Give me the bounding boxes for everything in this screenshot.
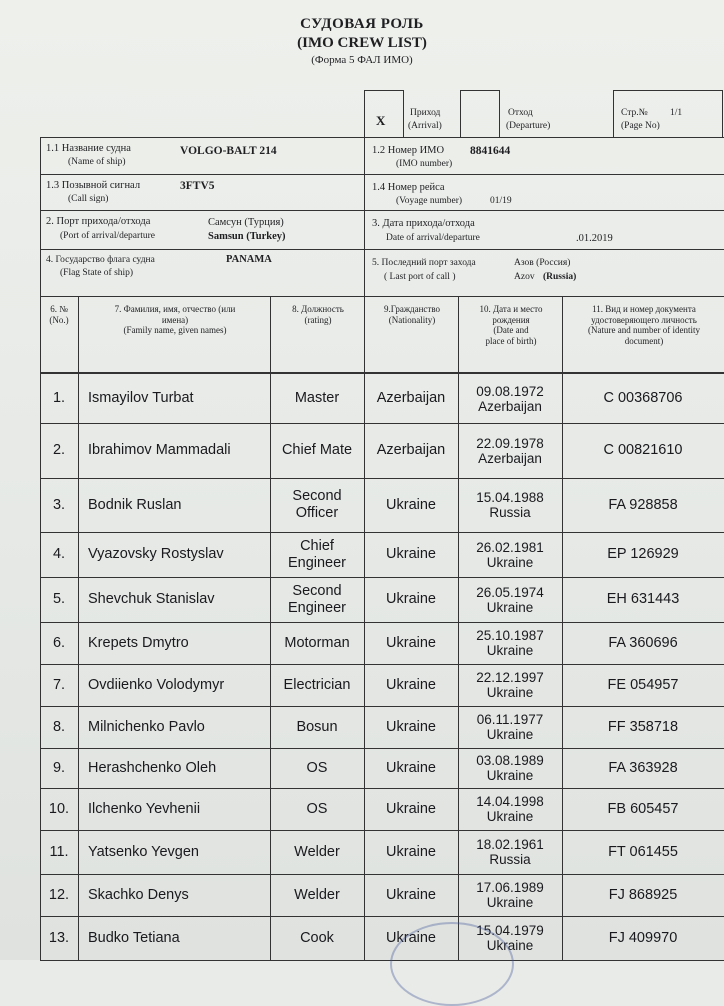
crew-name: Yatsenko Yevgen: [88, 843, 199, 860]
crew-rating: [272, 664, 362, 706]
crew-document: FA 360696: [608, 634, 678, 651]
crew-birth-date: 14.04.1998: [476, 794, 544, 809]
col-name-header-en: (Family name, given names): [123, 325, 227, 335]
col-document-header-en2: document): [624, 335, 664, 346]
date-label-en: Date of arrival/departure: [386, 233, 480, 243]
departure-label-en: (Departure): [506, 121, 551, 131]
date-label-ru: 3. Дата прихода/отхода: [372, 218, 475, 229]
arrival-checkbox: [364, 90, 404, 138]
crew-birth: [460, 664, 560, 706]
column-divider: [562, 296, 563, 960]
crew-nationality: Ukraine: [386, 718, 436, 735]
crew-number: 9.: [52, 759, 66, 776]
crew-rating: [272, 622, 362, 664]
crew-number: 4.: [52, 546, 66, 562]
port-value-ru: Самсун (Турция): [208, 217, 284, 228]
crew-rating-line: Welder: [294, 886, 340, 903]
voyage-label-ru: 1.4 Номер рейса: [372, 182, 445, 193]
crew-birth: [460, 532, 560, 577]
crew-nationality: Azerbaijan: [376, 442, 446, 458]
column-divider: [364, 296, 365, 960]
crew-number: 6.: [52, 634, 66, 651]
crew-birth-date: 25.10.1987: [476, 628, 544, 643]
crew-birth-place: Azerbaijan: [478, 450, 542, 466]
crew-birth-date: 03.08.1989: [476, 753, 544, 768]
ship-stamp: [390, 922, 514, 1006]
col-document-header-en: (Nature and number of identity: [588, 325, 700, 335]
form-reference: (Форма 5 ФАЛ ИМО): [311, 54, 413, 66]
crew-rating-line: Chief Mate: [281, 442, 353, 458]
crew-document: FA 928858: [608, 496, 678, 513]
last-port-value-ru: Азов (Россия): [514, 258, 571, 268]
crew-rating-line: Bosun: [296, 718, 338, 735]
crew-birth-date: 09.08.1972: [476, 383, 544, 399]
crew-name: Ovdiienko Volodymyr: [88, 676, 225, 693]
ship-name-label-ru: 1.1 Название судна: [46, 143, 131, 154]
crew-document: FJ 409970: [608, 929, 678, 946]
crew-nationality: Ukraine: [386, 676, 436, 693]
crew-birth: [460, 374, 560, 423]
crew-nationality: Ukraine: [386, 591, 436, 607]
crew-name: Budko Tetiana: [88, 929, 180, 946]
crew-rating-line: Electrician: [283, 676, 351, 693]
crew-document: C 00368706: [603, 390, 683, 406]
port-value-en: Samsun (Turkey): [208, 231, 286, 242]
crew-birth: [460, 874, 560, 916]
arrival-label-en: (Arrival): [408, 121, 442, 131]
col-nationality-header-ru: 9.Гражданство: [383, 304, 441, 314]
col-birth-header-en: (Date and: [493, 325, 529, 335]
page-number-box: [613, 90, 723, 138]
crew-birth: [460, 478, 560, 532]
crew-document: C 00821610: [603, 442, 683, 458]
crew-name: Skachko Denys: [88, 886, 189, 903]
arrival-label-ru: Приход: [410, 108, 441, 118]
col-nationality-header: [366, 304, 458, 325]
crew-name: Bodnik Ruslan: [88, 496, 182, 513]
crew-nationality: Ukraine: [386, 800, 436, 817]
header-top-rule: [40, 137, 724, 138]
crew-name: Ismayilov Turbat: [88, 390, 194, 406]
crew-rating-line: Officer: [295, 505, 339, 521]
crew-rating-line: Second: [292, 488, 342, 504]
crew-name: Ibrahimov Mammadali: [88, 442, 231, 458]
col-birth-header: [460, 304, 562, 346]
col-document-header: [564, 304, 724, 346]
col-document-header-ru: 11. Вид и номер документа: [592, 304, 696, 314]
departure-checkbox: [460, 90, 500, 138]
crew-birth: [460, 622, 560, 664]
crew-document: FJ 868925: [608, 886, 678, 903]
crew-birth: [460, 788, 560, 830]
crew-birth-date: 22.09.1978: [476, 435, 544, 451]
col-nationality-header-en: (Nationality): [388, 314, 436, 325]
col-birth-header-en2: place of birth): [485, 335, 537, 346]
crew-rating-line: Second: [292, 582, 342, 599]
column-divider: [78, 296, 79, 960]
header-rule-2: [40, 210, 724, 211]
departure-label-ru: Отход: [508, 108, 533, 118]
flag-label-en: (Flag State of ship): [60, 268, 134, 278]
crew-birth-date: 26.05.1974: [476, 584, 544, 600]
voyage-label-en: (Voyage number): [396, 196, 463, 206]
ship-name-label-en: (Name of ship): [68, 157, 126, 167]
column-divider: [458, 296, 459, 960]
crew-birth-place: Ukraine: [486, 554, 534, 570]
crew-birth-place: Azerbaijan: [478, 398, 542, 414]
crew-birth-date: 18.02.1961: [476, 837, 544, 852]
crew-nationality: Ukraine: [386, 843, 436, 860]
col-document-header-ru2: удостоверяющего личность: [591, 314, 697, 325]
crew-rating: [272, 830, 362, 874]
crew-name: Milnichenko Pavlo: [88, 718, 205, 735]
crew-birth-date: 06.11.1977: [476, 712, 544, 727]
crew-rating: [272, 748, 362, 788]
col-no-header-en: (No.): [49, 314, 69, 325]
last-port-value-en-a: Azov: [514, 272, 535, 282]
crew-birth: [460, 423, 560, 478]
crew-number: 13.: [48, 929, 70, 946]
crew-birth-date: 15.04.1988: [476, 490, 544, 505]
crew-name: Vyazovsky Rostyslav: [88, 546, 224, 562]
crew-birth-place: Ukraine: [486, 685, 534, 700]
col-birth-header-ru2: рождения: [492, 314, 530, 325]
page-label-ru: Стр.№: [621, 108, 648, 118]
call-sign-label-en: (Call sign): [68, 194, 109, 204]
crew-birth: [460, 577, 560, 622]
header-rule-3: [40, 249, 724, 250]
crew-document: FT 061455: [608, 843, 678, 860]
flag-label-ru: 4. Государство флага судна: [46, 255, 155, 265]
crew-rating: [272, 577, 362, 622]
crew-number: 11.: [49, 843, 69, 860]
crew-number: 12.: [48, 886, 70, 903]
crew-name: Ilchenko Yevhenii: [88, 800, 201, 817]
crew-name: Krepets Dmytro: [88, 634, 189, 651]
document-subtitle: (IMO CREW LIST): [297, 35, 427, 51]
crew-rating-line: Welder: [294, 843, 340, 860]
crew-number: 2.: [52, 442, 66, 458]
crew-nationality: Ukraine: [386, 886, 436, 903]
crew-name: Herashchenko Oleh: [88, 759, 217, 776]
crew-birth-date: 15.04.1979: [476, 923, 544, 938]
page-label-en: (Page No): [621, 121, 660, 131]
crew-document: EH 631443: [606, 591, 680, 607]
crew-rating-line: OS: [306, 759, 328, 776]
crew-rating: [272, 788, 362, 830]
crew-nationality: Ukraine: [386, 759, 436, 776]
crew-number: 5.: [52, 591, 66, 607]
crew-birth: [460, 748, 560, 788]
arrival-mark: X: [376, 113, 386, 128]
page-number: 1/1: [670, 108, 683, 118]
crew-rating: [272, 478, 362, 532]
crew-rating-line: Engineer: [287, 554, 347, 571]
crew-birth-place: Ukraine: [486, 599, 534, 615]
crew-name: Shevchuk Stanislav: [88, 591, 215, 607]
crew-nationality: Ukraine: [386, 496, 436, 513]
crew-nationality: Ukraine: [386, 929, 436, 946]
crew-number: 3.: [52, 496, 66, 513]
col-rating-header: [272, 304, 364, 325]
call-sign-label-ru: 1.3 Позывной сигнал: [46, 180, 141, 191]
crew-rating: [272, 532, 362, 577]
crew-nationality: Ukraine: [386, 546, 436, 562]
crew-document: FF 358718: [607, 718, 679, 735]
crew-birth-place: Ukraine: [486, 768, 534, 783]
left-border: [40, 137, 41, 960]
crew-number: 7.: [52, 676, 66, 693]
last-port-label-en: ( Last port of call ): [384, 272, 456, 282]
crew-rating: [272, 706, 362, 748]
imo-label-ru: 1.2 Номер ИМО: [372, 145, 445, 156]
port-label-en: (Port of arrival/departure: [60, 231, 155, 241]
crew-rating: [272, 374, 362, 423]
port-label-ru: 2. Порт прихода/отхода: [46, 216, 151, 227]
col-rating-header-ru: 8. Должность: [292, 304, 344, 314]
col-birth-header-ru: 10. Дата и место: [479, 304, 543, 314]
crew-birth-place: Ukraine: [486, 643, 534, 658]
col-no-header: [40, 304, 78, 325]
col-rating-header-en: (rating): [304, 314, 332, 325]
header-divider: [364, 137, 365, 296]
row-divider: [40, 960, 724, 961]
crew-birth-place: Ukraine: [486, 938, 534, 953]
crew-number: 1.: [52, 390, 66, 406]
voyage-value: 01/19: [490, 196, 512, 206]
crew-number: 10.: [48, 800, 70, 817]
imo-value: 8841644: [470, 145, 511, 157]
crew-rating-line: Chief: [300, 537, 334, 554]
crew-rating-line: Master: [294, 390, 340, 406]
crew-birth-place: Ukraine: [486, 895, 534, 910]
crew-rating: [272, 916, 362, 960]
last-port-value-en-b: (Russia): [543, 272, 577, 282]
last-port-label-ru: 5. Последний порт захода: [372, 258, 476, 268]
crew-rating-line: Engineer: [287, 599, 347, 616]
crew-birth: [460, 706, 560, 748]
col-name-header-ru2: имена): [161, 314, 189, 325]
crew-document: FB 605457: [607, 800, 679, 817]
crew-birth: [460, 830, 560, 874]
crew-number: 8.: [52, 718, 66, 735]
crew-birth-place: Russia: [489, 505, 531, 520]
crew-document: EP 126929: [607, 546, 679, 562]
crew-birth-place: Ukraine: [486, 809, 534, 824]
col-name-header: [80, 304, 270, 336]
ship-name-value: VOLGO-BALT 214: [180, 145, 277, 157]
flag-value: PANAMA: [226, 254, 272, 265]
imo-label-en: (IMO number): [396, 159, 453, 169]
document-title: СУДОВАЯ РОЛЬ: [300, 16, 424, 32]
crew-birth-date: 26.02.1981: [476, 539, 544, 555]
crew-rating-line: OS: [306, 800, 328, 817]
crew-rating: [272, 423, 362, 478]
crew-birth-date: 17.06.1989: [476, 880, 544, 895]
crew-birth-place: Ukraine: [486, 727, 534, 742]
crew-rating: [272, 874, 362, 916]
crew-nationality: Ukraine: [386, 634, 436, 651]
header-rule-4: [40, 296, 724, 297]
header-rule-1: [40, 174, 724, 175]
call-sign-value: 3FTV5: [180, 180, 215, 192]
crew-rating-line: Cook: [300, 929, 334, 946]
crew-document: FE 054957: [607, 676, 679, 693]
crew-birth-date: 22.12.1997: [476, 670, 544, 685]
date-value: .01.2019: [576, 233, 613, 244]
col-no-header-ru: 6. №: [50, 304, 68, 314]
crew-nationality: Azerbaijan: [376, 390, 446, 406]
col-name-header-ru: 7. Фамилия, имя, отчество (или: [114, 304, 236, 314]
crew-document: FA 363928: [608, 759, 678, 776]
crew-rating-line: Motorman: [284, 634, 350, 651]
crew-birth-place: Russia: [489, 852, 531, 867]
